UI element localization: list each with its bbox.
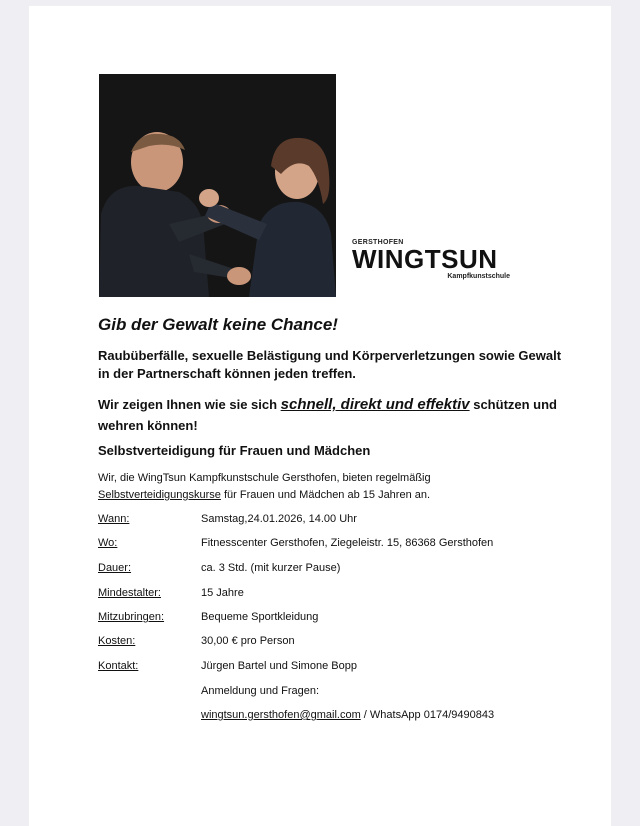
promise-text-before: Wir zeigen Ihnen wie sie sich <box>98 397 281 412</box>
detail-label: Wo: <box>98 537 118 549</box>
detail-label: Wann: <box>98 513 130 525</box>
flyer-page <box>29 6 611 826</box>
detail-value: Samstag,24.01.2026, 14.00 Uhr <box>201 513 357 525</box>
promise-emphasis: schnell, direkt und effektiv <box>280 396 470 413</box>
detail-label: Dauer: <box>98 562 132 574</box>
intro-paragraph: Raubüberfälle, sexuelle Belästigung und Körperverletzungen sowie Gewalt in der Partnerschaft können jeden treffen. <box>98 348 562 381</box>
instructors-illustration <box>99 74 336 297</box>
detail-label: Mindestalter: <box>98 587 161 599</box>
course-intro-line2 <box>98 487 568 504</box>
course-intro-line2-rest: für Frauen und Mädchen ab 15 Jahren an. <box>220 489 431 501</box>
detail-label: Kosten: <box>98 635 136 647</box>
promise-text-after: schützen und wehren können! <box>98 397 557 433</box>
whatsapp-number: / WhatsApp 0174/9490843 <box>360 709 495 721</box>
logo-wordmark: WINGTSUN <box>352 244 498 274</box>
detail-value: 30,00 € pro Person <box>201 635 295 647</box>
headline: Gib der Gewalt keine Chance! <box>98 315 338 334</box>
martial-arts-photo <box>99 74 336 297</box>
email-link[interactable]: wingtsun.gersthofen@gmail.com <box>201 709 361 721</box>
course-intro-line1: Wir, die WingTsun Kampfkunstschule Gersthofen, bieten regelmäßig <box>98 472 431 484</box>
detail-value: ca. 3 Std. (mit kurzer Pause) <box>201 562 341 574</box>
logo-city: GERSTHOFEN <box>352 239 404 246</box>
course-subheading: Selbstverteidigung für Frauen und Mädchen <box>98 443 371 458</box>
detail-value: 15 Jahre <box>201 587 244 599</box>
wingtsun-logo <box>352 239 522 280</box>
registration-label: Anmeldung und Fragen: <box>201 685 320 697</box>
promise-paragraph <box>98 394 568 436</box>
detail-value: Fitnesscenter Gersthofen, Ziegeleistr. 15, 86368 Gersthofen <box>201 537 494 549</box>
courses-link[interactable]: Selbstverteidigungskurse <box>98 489 221 501</box>
detail-value: Jürgen Bartel und Simone Bopp <box>201 660 357 672</box>
detail-value: Bequeme Sportkleidung <box>201 611 319 623</box>
contact-line <box>201 709 494 721</box>
detail-label: Mitzubringen: <box>98 611 165 623</box>
course-intro <box>98 470 568 504</box>
logo-subtitle: Kampfkunstschule <box>447 273 510 280</box>
detail-label: Kontakt: <box>98 660 139 672</box>
